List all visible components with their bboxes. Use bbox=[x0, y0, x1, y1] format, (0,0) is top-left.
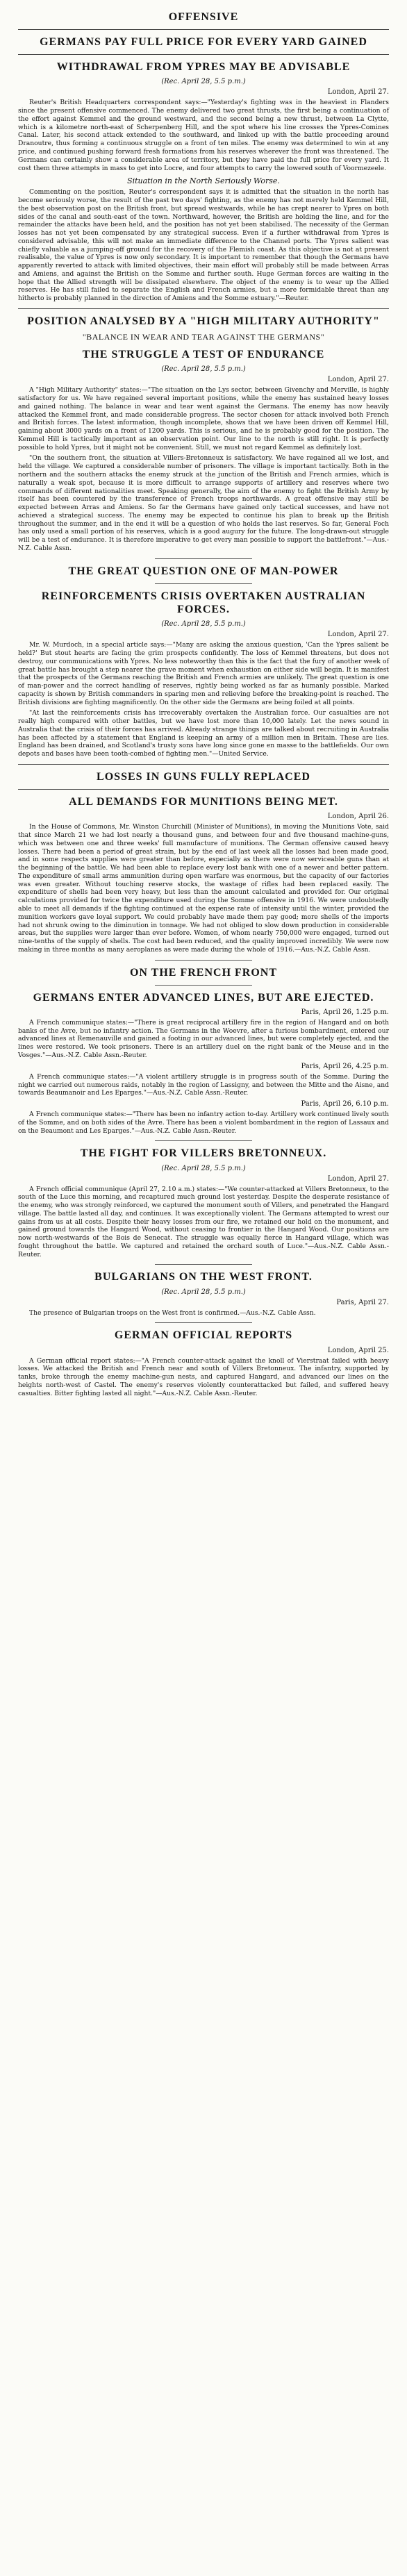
rec-line: (Rec. April 28, 5.5 p.m.) bbox=[161, 78, 246, 86]
headline-8: ALL DEMANDS FOR MUNITIONS BEING MET. bbox=[69, 796, 338, 808]
paragraph: Reuter's British Headquarters correspondent says:—"Yesterday's fighting was in the heaviest in Flanders since the present offensive commenced. The enemy delivered two great thrusts, the first being a continuation of the effort against Kemmel and the ground westward, and the second being a new thrust, between La Clytte, which is a kilometre north-east of Scherpenberg Hill, and the spot where his line crosses the Ypres-Comines Canal. Later, his second attack extended to the southward, and linked up with the battle proceeding around Dranoutre, thus forming a continuous struggle on a front of ten miles. The enemy was determined to win at any price, and continued pushing forward fresh formations from his reserves wherever the front was threatened. The Germans can certainly show a considerable area of territory, but they have paid the full price for every yard. It cost them three attempts in mass to get into Locre, and four attempts to carry the lowered south of Voormezeele. bbox=[18, 99, 389, 172]
headline-11: THE FIGHT FOR VILLERS BRETONNEUX. bbox=[80, 1147, 327, 1160]
headline-6: REINFORCEMENTS CRISIS OVERTAKEN AUSTRALIAN FORCES. bbox=[41, 590, 366, 616]
divider bbox=[155, 1264, 252, 1265]
headline-13: GERMAN OFFICIAL REPORTS bbox=[114, 1329, 293, 1342]
headline-5: THE GREAT QUESTION ONE OF MAN-POWER bbox=[68, 565, 339, 577]
paragraph: A French communique states:—"A violent artillery struggle is in progress south of the Somme. During the night we carried out numerous raids, notably in the region of Lassigny, and between the Mitte and the Aisne, and towards Beaumanoir and Les Eparges."—Aus.-N.Z. Cable Assn.-Reuter. bbox=[18, 1072, 389, 1097]
divider bbox=[18, 29, 389, 30]
headline-10: GERMANS ENTER ADVANCED LINES, BUT ARE EJECTED. bbox=[33, 991, 374, 1004]
divider bbox=[155, 558, 252, 559]
divider bbox=[18, 764, 389, 765]
headline-12: BULGARIANS ON THE WEST FRONT. bbox=[94, 1271, 313, 1283]
dateline: London, April 27. bbox=[327, 631, 389, 639]
rec-line: (Rec. April 28, 5.5 p.m.) bbox=[161, 1164, 246, 1172]
headline-1: GERMANS PAY FULL PRICE FOR EVERY YARD GAINED bbox=[40, 36, 367, 48]
headline-2: WITHDRAWAL FROM YPRES MAY BE ADVISABLE bbox=[56, 61, 351, 74]
subhead-3: "BALANCE IN WEAR AND TEAR AGAINST THE GERMANS" bbox=[82, 332, 325, 342]
dateline: London, April 27. bbox=[327, 376, 389, 384]
divider bbox=[18, 789, 389, 790]
inline-subhead: Situation in the North Seriously Worse. bbox=[127, 176, 280, 186]
rec-line: (Rec. April 28, 5.5 p.m.) bbox=[161, 365, 246, 374]
paragraph: A French communique states:—"There is great reciprocal artillery fire in the region of Hangard and on both banks of the Avre, but no infantry action. The Germans in the Woevre, after a furious bombardment, entered our advanced lines at Remenauville and gained a footing in our advanced lines, but were completely ejected, and the lines were restored. We took prisoners. There is an artillery duel on the right bank of the Meuse and in the Vosges."—Aus.-N.Z. Cable Assn.-Reuter. bbox=[18, 1018, 389, 1060]
section-header: OFFENSIVE bbox=[168, 11, 239, 23]
dateline: Paris, April 27. bbox=[336, 1298, 389, 1306]
paragraph: A German official report states:—"A French counter-attack against the knoll of Vierstraat failed with heavy losses. We attacked the British and French near and south of Villers Bretonneux. The infantry, supported by tanks, broke through the enemy machine-gun nests, and captured Hangard, and advanced our lines on the heights north-west of Castel. The enemy's reserves violently counterattacked but failed, and suffered heavy casualties. Bitter fighting lasted all night."—Aus.-N.Z. Cable Assn.-Reuter. bbox=[18, 1356, 389, 1397]
divider bbox=[155, 1140, 252, 1141]
dateline: Paris, April 26, 1.25 p.m. bbox=[301, 1008, 389, 1016]
paragraph: A French official communique (April 27, 2.10 a.m.) states:—"We counter-attacked at Villers Bretonneux, to the south of the Luce this morning, and recaptured much ground lost yesterday. Despite the desperate resistance of the enemy, who was strongly reinforced, we captured the monument south of Villers, and penetrated the Hangard village. The battle lasted all day, and continues. It was exceptionally violent. The Germans attempted to wrest our gains from us at all costs. Despite their heavy losses from our fire, we retained our hold on the monument, and gained ground towards the Hangard Wood, without ceasing to frontier in the Hangard Wood. Our positions are now north-westwards of the Bois de Senecat. The struggle was equally fierce in Hangard village, which was fought throughout the battle. We captured and retained the orchard south of Luce."—Aus.-N.Z. Cable Assn.-Reuter. bbox=[18, 1185, 389, 1258]
dateline: London, April 25. bbox=[327, 1346, 389, 1354]
dateline: London, April 27. bbox=[327, 88, 389, 97]
dateline: Paris, April 26, 6.10 p.m. bbox=[301, 1100, 389, 1108]
paragraph: Commenting on the position, Reuter's correspondent says it is admitted that the situation in the north has become seriously worse, the result of the past two days' fighting, as the enemy has not merely held Kemmel Hill, the best observation post on the British front, but spread westwards, while he has crept nearer to Ypres on both sides of the canal and south-east of the town. Northward, however, the British are holding the line, and for the remainder the attacks have been held, and the position has not yet been stabilised. The necessity of the German losses has not yet been compensated by any strategical success. Even if a further withdrawal from Ypres is considered advisable, this will not make an immediate difference to the Channel ports. The Ypres salient was chiefly valuable as a jumping-off ground for the recovery of the Flemish coast. As this objective is not at present realisable, the value of Ypres is now only secondary. It is important to remember that though the Germans have apparently reverted to attack with limited objectives, their main effort will probably still be made between Arras and Amiens, and against the British on the Somme and further south. Huge German forces are waiting in the hope that the Allied strength will be dissipated elsewhere. The object of the enemy is to wear up the Allied reserves. He has still failed to separate the English and French armies, but a more formidable threat than any hitherto is probably planned in the direction of Amiens and the Somme estuary."—Reuter. bbox=[18, 188, 389, 303]
divider bbox=[155, 985, 252, 986]
dateline: London, April 26. bbox=[327, 813, 389, 821]
paragraph: In the House of Commons, Mr. Winston Churchill (Minister of Munitions), in moving the Munitions Vote, said that since March 21 we had lost nearly a thousand guns, and between four and five thousand machine-guns, which was between one and three weeks' full manufacture of munitions. The German offensive caused heavy losses. There had been a period of great strain, but by the end of last week all the losses had been made good, and in some respects supplies were greater than before, especially as there were now serviceable guns than at the beginning of the battle. We had been able to replace every lost bank with one of a newer and better pattern. The expenditure of small arms ammunition during open warfare was enormous, but the capacity of our factories was even greater. Without touching reserve stocks, the wastage of rifles had been replaced easily. The expenditure of shells had been very heavy, but less than the amount calculated and provided for. Our original calculations provided for twice the expenditure used during the Somme offensive in 1916. We were undoubtedly able to meet all demands if the fighting continued at the expense rate of intensity until the winter, provided the munition workers gave loyal support. We could probably have made them pay good; more shells of the imports had not shrunk owing to the diminution in tonnage. We had not obliged to slow down production in considerable areas, but the supplies were larger than ever before. Women, of whom nearly 750,000 were engaged, turned out nine-tenths of the supply of shells. The cost had been reduced, and the quality improved incredibly. We were now making in three months as many aeroplanes as were made during the whole of 1916.—Aus.-N.Z. Cable Assn. bbox=[18, 823, 389, 954]
headline-4: THE STRUGGLE A TEST OF ENDURANCE bbox=[82, 349, 325, 361]
paragraph: Mr. W. Murdoch, in a special article says:—"Many are asking the anxious question, 'Can the Ypres salient be held?' But stout hearts are facing the grim prospects confidently. The loss of Kemmel threatens, but does not destroy, our communications with Ypres. No less noteworthy than this is the fact that the fury of another week of great battle has brought a step nearer the grave moment when exhaustion on either side will begin. It is manifest that the prospects of the Germans reaching the British and French armies are unlikely. The great question is one of man-power and the correct handling of reserves, rightly being worked as far as humanly possible. Marked capacity is shown by British commanders in sparing men and relieving before the breaking-point is reached. The British divisions are fighting magnificently. On the other side the Germans are being foiled at all points. bbox=[18, 641, 389, 706]
paragraph: A "High Military Authority" states:—"The situation on the Lys sector, between Givenchy and Merville, is highly satisfactory for us. We have regained several important positions, while the enemy has sustained heavy losses and gained nothing. The balance in wear and tear went against the Germans. The enemy has now heavily attacked the Kemmel front, and made considerable progress. The sector chosen for attack involved both French and British forces. The latest information, though incomplete, shows that we have been driven off Kemmel Hill, gaining about 3000 yards on a front of 1200 yards. This is serious, and he is probably good for the position. The Kemmel Hill is tactically important as an observation point. Our line to the north is still right. It is perfectly possible to hold Ypres, but it might not be convenient. Still, we must not regard Kemmel as definitely lost. bbox=[18, 386, 389, 451]
headline-3: POSITION ANALYSED BY A "HIGH MILITARY AUTHORITY" bbox=[27, 315, 380, 327]
rec-line: (Rec. April 28, 5.5 p.m.) bbox=[161, 620, 246, 629]
rec-line: (Rec. April 28, 5.5 p.m.) bbox=[161, 1288, 246, 1296]
headline-9: ON THE FRENCH FRONT bbox=[129, 966, 278, 979]
divider bbox=[155, 960, 252, 961]
headline-7: LOSSES IN GUNS FULLY REPLACED bbox=[97, 770, 310, 783]
paragraph: "At last the reinforcements crisis has irrecoverably overtaken the Australian force. Our casualties are not really high compared with other battles, but we have lost more than 10,000 lately. Let the news sound in Australia that the crisis of their forces has arrived. Already strange things are talked about recruiting in Australia has been affected by a statement that England is keeping an army of a million men in Britain. These are lies. England has been drained, and Scotland's trusty sons have long since gone en masse to the battlefields. Our own depots and bases have been tooth-combed of fighting men."—United Service. bbox=[18, 709, 389, 758]
paragraph: A French communique states:—"There has been no infantry action to-day. Artillery work continued lively south of the Somme, and on both sides of the Avre. There has been a violent bombardment in the region of Lassaux and on the Beaumont and Les Eparges."—Aus.-N.Z. Cable Assn.-Reuter. bbox=[18, 1111, 389, 1135]
newspaper-page bbox=[9, 0, 398, 1404]
dateline: Paris, April 26, 4.25 p.m. bbox=[301, 1062, 389, 1070]
paragraph: "On the southern front, the situation at Villers-Bretonneux is satisfactory. We have regained all we lost, and held the village. We captured a considerable number of prisoners. The village is important tactically. Both in the northern and the southern attacks the enemy struck at the junction of the British and French armies, which is naturally a weak spot, because it is more difficult to arrange supports of artillery and reserves where two commands of different nationalities meet. Speaking generally, the aim of the enemy to fight the British Army by itself has been countered by the transference of French troops northwards. A great offensive may still be expected between Arras and Amiens. So far the Germans have gained only tactical successes, and have not achieved a strategical success. The enemy may be expected to continue his plan to break up the British throughout the summer, and in the end it will be a question of who holds the last reserves. So far, General Foch has only used a small portion of his reserves, which is a good augury for the future. The long-drawn-out struggle will be a test of endurance. It is therefore imperative to get every man possible to support the battlefront."—Aus.-N.Z. Cable Assn. bbox=[18, 454, 389, 552]
paragraph: The presence of Bulgarian troops on the West front is confirmed.—Aus.-N.Z. Cable Assn. bbox=[29, 1308, 316, 1317]
dateline: London, April 27. bbox=[327, 1174, 389, 1183]
divider bbox=[155, 583, 252, 584]
divider bbox=[18, 308, 389, 309]
divider bbox=[155, 1322, 252, 1323]
divider bbox=[18, 54, 389, 55]
